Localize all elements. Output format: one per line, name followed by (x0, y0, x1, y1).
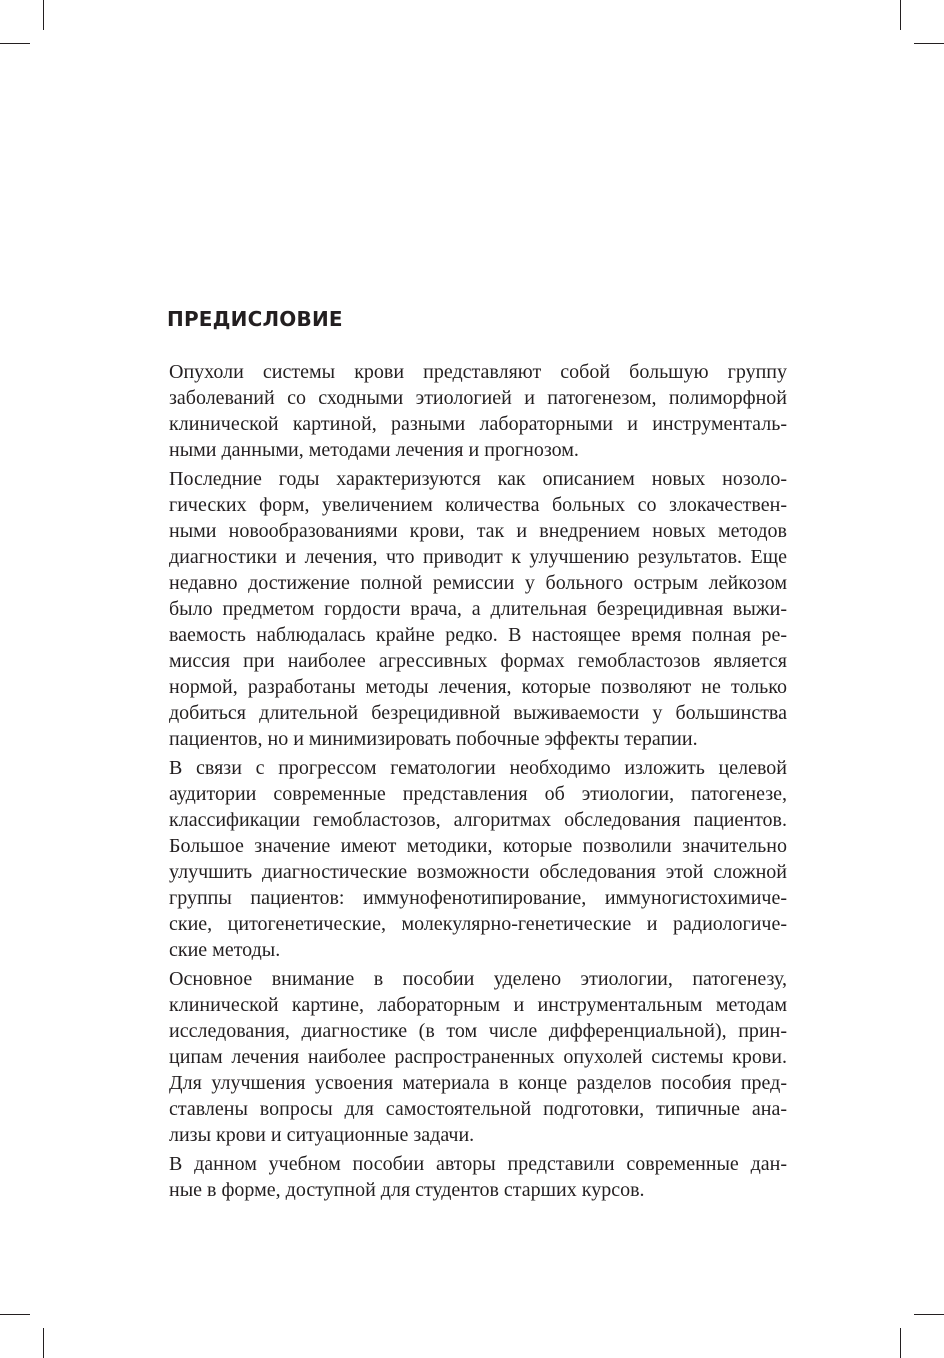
paragraph-line: Последние годы характеризуются как описанием новых нозоло- (169, 468, 787, 490)
paragraph-line: клинической картиной, разными лабораторными и инструменталь- (169, 413, 787, 435)
crop-mark-top-right-horizontal (914, 43, 944, 44)
paragraph-line: ские, цитогенетические, молекулярно-генетические и радиологиче- (169, 913, 787, 935)
paragraph-line: Опухоли системы крови представляют собой большую группу (169, 361, 787, 383)
paragraph-line: аудитории современные представления об этиологии, патогенезе, (169, 783, 787, 805)
paragraph-line: ципам лечения наиболее распространенных опухолей системы крови. (169, 1046, 787, 1068)
paragraph-line: Для улучшения усвоения материала в конце разделов пособия пред- (169, 1072, 787, 1094)
paragraph-line: ставлены вопросы для самостоятельной подготовки, типичные ана- (169, 1098, 787, 1120)
paragraph-line: пациентов, но и минимизировать побочные эффекты терапии. (169, 728, 698, 750)
paragraph (167, 966, 787, 1148)
page-title: ПРЕДИСЛОВИЕ (167, 307, 343, 331)
paragraph-line: ные в форме, доступной для студентов старших курсов. (169, 1179, 645, 1201)
paragraph-line: диагностики и лечения, что приводит к улучшению результатов. Еще (169, 546, 787, 568)
paragraph-line: клинической картине, лабораторным и инструментальным методам (169, 994, 787, 1016)
paragraph-line: В связи с прогрессом гематологии необходимо изложить целевой (169, 757, 787, 779)
paragraph-line: лизы крови и ситуационные задачи. (169, 1124, 475, 1146)
crop-mark-top-right-vertical (900, 0, 901, 30)
paragraph-line: Большое значение имеют методики, которые позволили значительно (169, 835, 787, 857)
paragraph (167, 755, 787, 963)
crop-mark-top-left-vertical (43, 0, 44, 30)
paragraph-line: группы пациентов: иммунофенотипирование, иммуногистохимиче- (169, 887, 787, 909)
paragraph-line: В данном учебном пособии авторы представили современные дан- (169, 1153, 787, 1175)
paragraph-line: добиться длительной безрецидивной выживаемости у большинства (169, 702, 787, 724)
paragraph-line: исследования, диагностике (в том числе дифференциальной), прин- (169, 1020, 787, 1042)
paragraph-line: миссия при наиболее агрессивных формах гемобластозов является (169, 650, 787, 672)
paragraph-line: классификации гемобластозов, алгоритмах обследования пациентов. (169, 809, 787, 831)
paragraph-line: было предметом гордости врача, а длительная безрецидивная выжи- (169, 598, 787, 620)
crop-mark-bottom-left-vertical (43, 1328, 44, 1358)
paragraph-line: ными новообразованиями крови, так и внедрением новых методов (169, 520, 787, 542)
crop-mark-top-left-horizontal (0, 43, 30, 44)
paragraph-line: ваемость наблюдалась крайне редко. В настоящее время полная ре- (169, 624, 787, 646)
paragraph-line: улучшить диагностические возможности обследования этой сложной (169, 861, 787, 883)
paragraph-line: гических форм, увеличением количества больных со злокачествен- (169, 494, 787, 516)
paragraph-line: заболеваний со сходными этиологией и патогенезом, полиморфной (169, 387, 787, 409)
crop-mark-bottom-right-horizontal (914, 1314, 944, 1315)
crop-mark-bottom-left-horizontal (0, 1314, 30, 1315)
paragraph (167, 359, 787, 463)
paragraph-line: нормой, разработаны методы лечения, которые позволяют не только (169, 676, 787, 698)
paragraph-line: ские методы. (169, 939, 281, 961)
paragraph-line: недавно достижение полной ремиссии у больного острым лейкозом (169, 572, 787, 594)
crop-mark-bottom-right-vertical (900, 1328, 901, 1358)
paragraph-line: ными данными, методами лечения и прогнозом. (169, 439, 579, 461)
paragraph (167, 1151, 787, 1203)
paragraph-line: Основное внимание в пособии уделено этиологии, патогенезу, (169, 968, 787, 990)
paragraph (167, 466, 787, 752)
body-text (167, 359, 787, 1203)
page-content (167, 304, 787, 1206)
